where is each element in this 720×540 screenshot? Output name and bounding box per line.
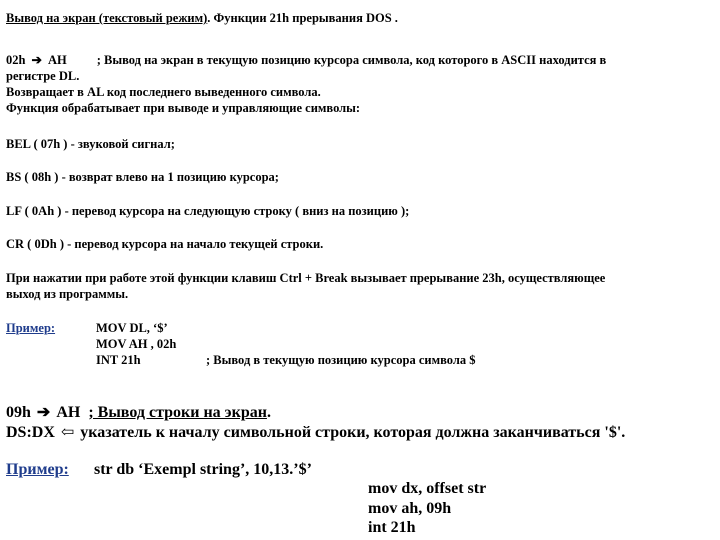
fn09-description-end: . bbox=[266, 404, 271, 421]
fn02-returns: Возвращает в AL код последнего выведенного символа. bbox=[6, 85, 321, 99]
fn09-line bbox=[6, 403, 271, 423]
control-cr: CR ( 0Dh ) - перевод курсора на начало текущей строки. bbox=[6, 237, 324, 251]
fn02-description: ; Вывод на экран в текущую позицию курсора символа, код которого в ASCII находится в bbox=[96, 53, 607, 67]
example2-code-line3: mov ah, 09h bbox=[368, 500, 452, 517]
fn02-line bbox=[6, 52, 606, 68]
fn02-desc-line2: регистре DL. bbox=[6, 69, 80, 83]
right-arrow-icon: ➔ bbox=[36, 404, 51, 421]
fn09-register2: DS:DX bbox=[6, 424, 55, 441]
note-line1: При нажатии при работе этой функции клавиш Ctrl + Break вызывает прерывание 23h, осуществляющее bbox=[6, 271, 606, 285]
control-lf: LF ( 0Ah ) - перевод курсора на следующую строку ( вниз на позицию ); bbox=[6, 204, 410, 218]
fn02-code: 02h bbox=[6, 53, 26, 67]
example2-code-line4: int 21h bbox=[368, 519, 416, 536]
fn09-code: 09h bbox=[6, 404, 31, 421]
fn02-register: AH bbox=[47, 53, 67, 67]
fn09-description: ; Вывод строки на экран bbox=[88, 404, 267, 421]
page-heading bbox=[6, 10, 398, 26]
heading-title: Вывод на экран (текстовый режим) bbox=[6, 11, 208, 25]
example2-code-line2: mov dx, offset str bbox=[368, 480, 487, 497]
left-arrow-icon: ⇦ bbox=[60, 424, 75, 441]
control-bs: BS ( 08h ) - возврат влево на 1 позицию курсора; bbox=[6, 170, 279, 184]
example1-comment: ; Вывод в текущую позицию курсора символа $ bbox=[206, 353, 476, 367]
example1-code-line3: INT 21h bbox=[96, 353, 141, 367]
note-line2: выход из программы. bbox=[6, 287, 129, 301]
example1-code-line2: MOV AH , 02h bbox=[96, 337, 177, 351]
right-arrow-icon: ➔ bbox=[31, 53, 42, 67]
example1-label[interactable]: Пример: bbox=[6, 321, 56, 335]
example2-label[interactable]: Пример: bbox=[6, 461, 69, 478]
fn09-register: AH bbox=[56, 404, 81, 421]
control-bel: BEL ( 07h ) - звуковой сигнал; bbox=[6, 137, 175, 151]
example1-code-line1: MOV DL, ‘$’ bbox=[96, 321, 168, 335]
fn09-line2 bbox=[6, 423, 625, 443]
heading-subtitle: . Функции 21h прерывания DOS . bbox=[207, 11, 398, 25]
fn02-control-note: Функция обрабатывает при выводе и управляющие символы: bbox=[6, 101, 361, 115]
example2-code-line1: str db ‘Exempl string’, 10,13.’$’ bbox=[94, 461, 312, 478]
fn09-description2: указатель к началу символьной строки, которая должна заканчиваться '$'. bbox=[80, 424, 626, 441]
